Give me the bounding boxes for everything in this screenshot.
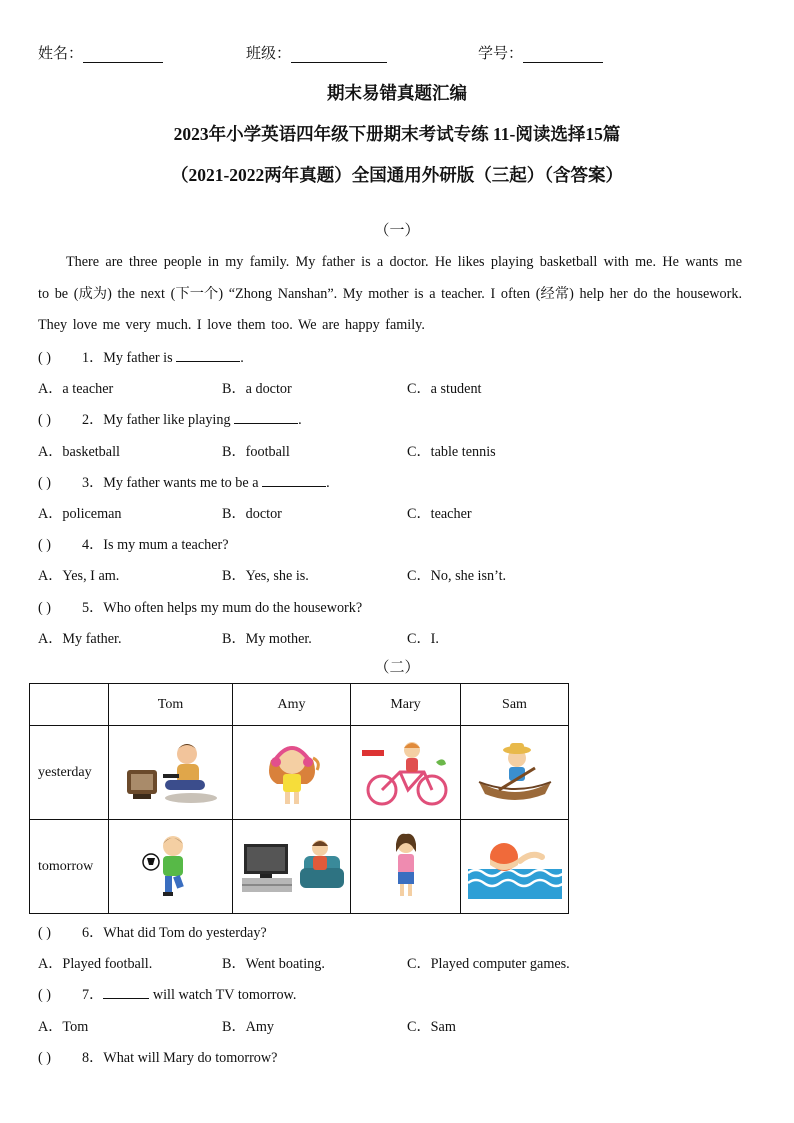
table-row	[30, 820, 569, 914]
section-heading-1: （一）	[374, 223, 420, 239]
id-blank[interactable]	[523, 46, 603, 63]
name-blank[interactable]	[83, 46, 163, 63]
name-label: 姓名：	[38, 46, 84, 62]
answer-option[interactable]: B．Amy	[222, 1018, 275, 1035]
girl-with-headphones-icon	[257, 738, 327, 808]
boy-swimming-icon	[468, 835, 562, 899]
question-text: My father is	[103, 350, 177, 366]
question-line	[38, 984, 296, 1004]
table-header-amy: Amy	[233, 684, 351, 726]
answer-option[interactable]: B．My mother.	[222, 630, 312, 647]
question-line	[38, 1047, 277, 1067]
question-end: .	[240, 350, 244, 366]
table-row	[30, 726, 569, 820]
title-line-3: （2021-2022两年真题）全国通用外研版（三起）（含答案）	[170, 165, 624, 185]
answer-option[interactable]: C．Played computer games.	[407, 956, 570, 973]
answer-option[interactable]: C．I.	[407, 630, 439, 647]
table-corner	[30, 684, 109, 726]
title-line-1: 期末易错真题汇编	[327, 83, 467, 103]
cell-tom-yesterday	[109, 726, 233, 820]
name-field	[38, 42, 163, 63]
class-blank[interactable]	[291, 46, 387, 63]
class-field	[246, 42, 387, 63]
answer-parenthesis[interactable]: ( )	[38, 1049, 51, 1066]
question-text: My father wants me to be a	[103, 474, 263, 491]
question-line	[38, 597, 362, 617]
answer-parenthesis[interactable]: ( )	[38, 987, 51, 1004]
cell-tom-tomorrow	[109, 820, 233, 914]
question-line	[38, 347, 244, 367]
question-text: What will Mary do tomorrow?	[103, 1049, 278, 1066]
question-line	[38, 472, 330, 492]
answer-option[interactable]: A．Played football.	[38, 956, 153, 973]
answer-option[interactable]: A．basketball	[38, 443, 120, 460]
id-field	[478, 42, 603, 63]
answer-option[interactable]: B．football	[222, 443, 290, 460]
child-watching-tv-icon	[240, 832, 344, 902]
answer-parenthesis[interactable]: ( )	[38, 925, 51, 941]
table-header-tom: Tom	[109, 684, 233, 726]
answer-parenthesis[interactable]: ( )	[38, 412, 51, 429]
question-number: 7．	[82, 987, 104, 1004]
table-header-sam: Sam	[461, 684, 569, 726]
boy-boating-icon	[475, 738, 555, 808]
question-end: .	[326, 474, 330, 491]
answer-option[interactable]: C．a student	[407, 381, 482, 398]
answer-option[interactable]: C．teacher	[407, 506, 472, 522]
question-number: 4．	[82, 537, 104, 554]
activity-table	[29, 683, 569, 914]
cell-mary-tomorrow	[351, 820, 461, 914]
question-number: 6．	[82, 925, 104, 941]
cell-sam-tomorrow	[461, 820, 569, 914]
question-number: 5．	[82, 599, 104, 616]
answer-blank[interactable]	[234, 409, 298, 424]
table-header-mary: Mary	[351, 684, 461, 726]
cell-amy-yesterday	[233, 726, 351, 820]
cell-amy-tomorrow	[233, 820, 351, 914]
id-label: 学号：	[478, 46, 524, 62]
answer-option[interactable]: C．No, she isn’t.	[407, 568, 507, 585]
question-number: 2．	[82, 412, 104, 429]
answer-option[interactable]: A．My father.	[38, 630, 122, 647]
cell-sam-yesterday	[461, 726, 569, 820]
boy-playing-football-icon	[141, 832, 201, 902]
answer-blank[interactable]	[262, 472, 326, 487]
answer-option[interactable]: A．Tom	[38, 1018, 89, 1035]
answer-option[interactable]: A．Yes, I am.	[38, 568, 120, 585]
answer-parenthesis[interactable]: ( )	[38, 537, 51, 554]
girl-standing-icon	[386, 832, 426, 902]
answer-parenthesis[interactable]: ( )	[38, 350, 51, 366]
answer-blank[interactable]	[103, 984, 149, 999]
answer-option[interactable]: B．Went boating.	[222, 956, 325, 973]
cell-mary-yesterday	[351, 726, 461, 820]
answer-parenthesis[interactable]: ( )	[38, 474, 51, 491]
question-number: 3．	[82, 474, 104, 491]
title-line-2: 2023年小学英语四年级下册期末考试专练 11-阅读选择15篇	[173, 124, 621, 144]
answer-blank[interactable]	[176, 347, 240, 362]
question-number: 8．	[82, 1049, 104, 1066]
boy-playing-computer-icon	[123, 740, 219, 806]
answer-option[interactable]: B．doctor	[222, 506, 282, 522]
answer-option[interactable]: B．a doctor	[222, 381, 292, 398]
question-text: What did Tom do yesterday?	[103, 925, 267, 941]
answer-option[interactable]: C．table tennis	[407, 443, 496, 460]
question-text: Who often helps my mum do the housework?	[103, 599, 363, 616]
answer-parenthesis[interactable]: ( )	[38, 599, 51, 616]
answer-option[interactable]: C．Sam	[407, 1018, 456, 1035]
answer-option[interactable]: A．a teacher	[38, 381, 114, 398]
row-label-tomorrow: tomorrow	[30, 820, 109, 914]
answer-option[interactable]: A．policeman	[38, 506, 122, 522]
row-label-yesterday: yesterday	[30, 726, 109, 820]
question-text: will watch TV tomorrow.	[149, 987, 297, 1004]
question-line	[38, 534, 229, 554]
question-end: .	[298, 412, 302, 429]
section-heading-2: （二）	[374, 660, 420, 676]
question-text: My father like playing	[103, 412, 235, 429]
answer-option[interactable]: B．Yes, she is.	[222, 568, 309, 585]
question-line	[38, 409, 302, 429]
question-text: Is my mum a teacher?	[103, 537, 229, 554]
class-label: 班级：	[246, 46, 292, 62]
girl-riding-bike-icon	[360, 738, 452, 808]
question-number: 1．	[82, 350, 104, 366]
passage-text-1: There are three people in my family. My father is a doctor. He likes playing basketball with me. He wants me to be (成为) the next (下一个) “Zhong Nanshan”. My mother is a teacher. I often (经常) help her do the housework. They love me very much. I love them too. We are happy family.	[38, 254, 742, 333]
question-line	[38, 922, 267, 942]
